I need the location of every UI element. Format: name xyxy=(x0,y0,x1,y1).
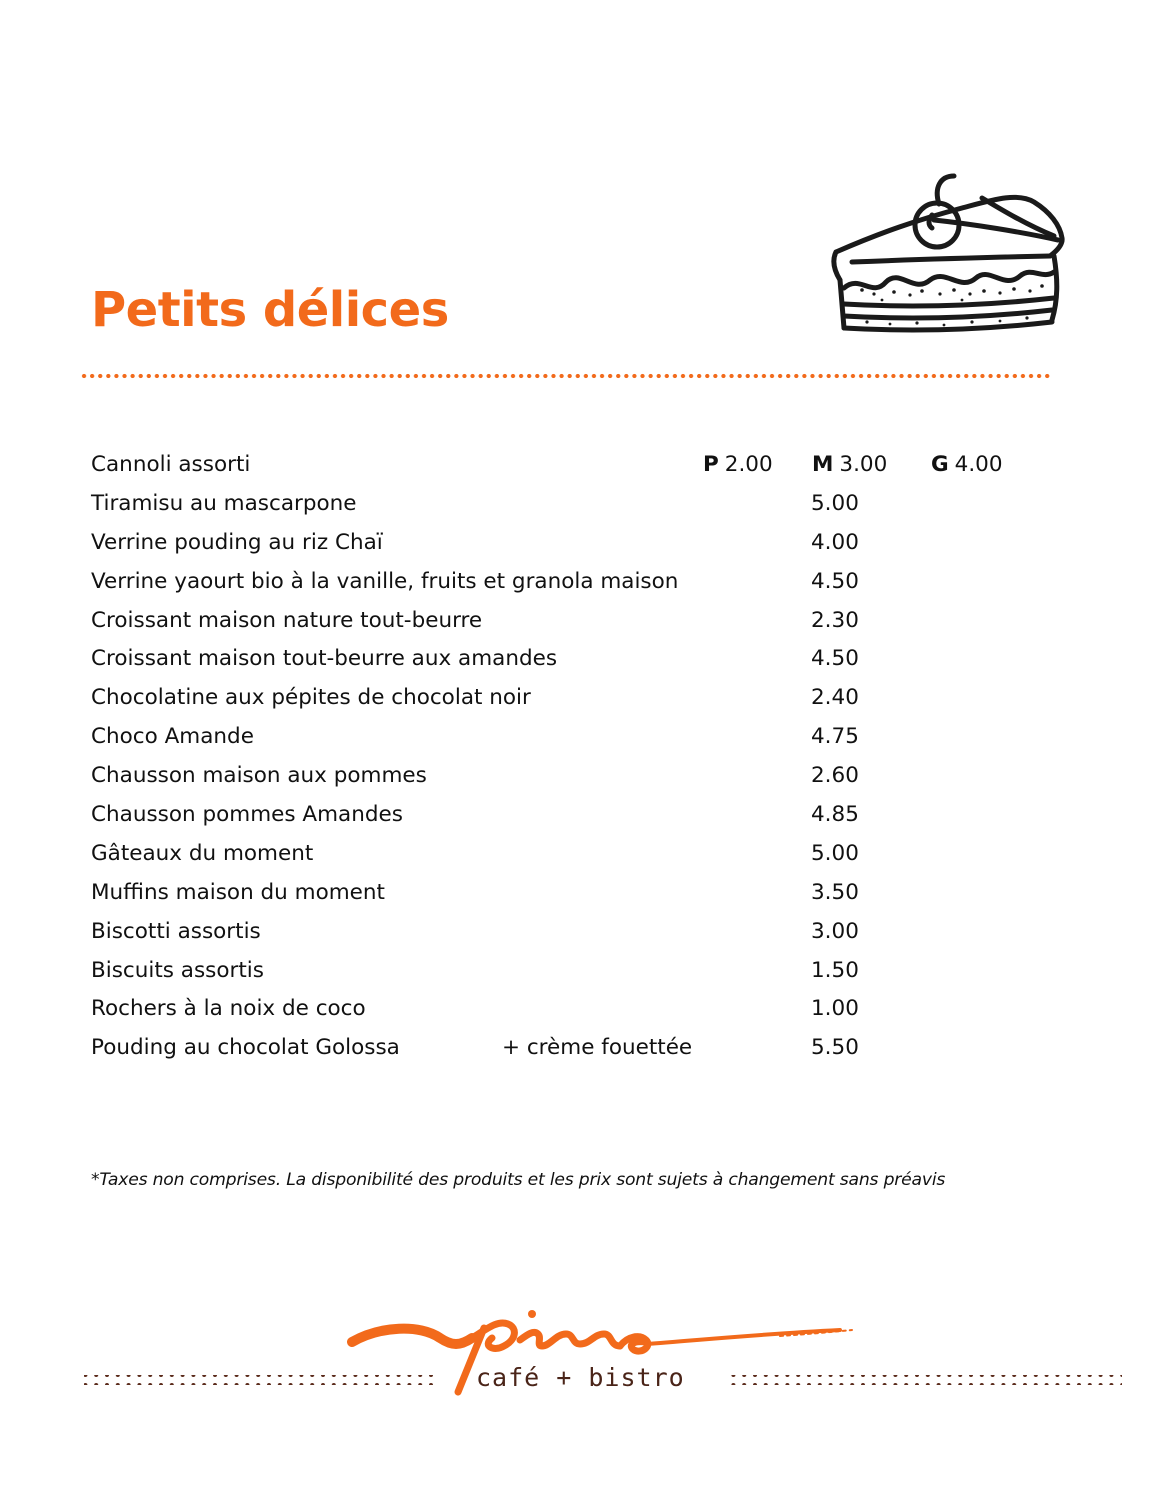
menu-item-price: 1.50 xyxy=(811,957,859,983)
logo-tagline: café + bistro xyxy=(476,1363,685,1392)
menu-item-name: Pouding au chocolat Golossa xyxy=(91,1035,400,1061)
menu-item xyxy=(91,524,1091,563)
menu-item-name: Verrine yaourt bio à la vanille, fruits et granola maison xyxy=(91,568,679,594)
menu-item-extra: + crème fouettée xyxy=(502,1035,693,1061)
menu-item xyxy=(91,796,1091,835)
menu-item-price: 3.00 xyxy=(811,918,859,944)
menu-item-name: Choco Amande xyxy=(91,724,254,750)
menu-item-name: Cannoli assorti xyxy=(91,452,251,477)
menu-item xyxy=(91,990,1091,1029)
menu-list xyxy=(91,446,1091,1068)
menu-item-price: 1.00 xyxy=(811,996,859,1022)
menu-item-price: 2.30 xyxy=(811,607,859,633)
menu-item-name: Chocolatine aux pépites de chocolat noir xyxy=(91,685,531,711)
menu-item xyxy=(91,1029,1091,1068)
menu-item xyxy=(91,874,1091,913)
menu-item-name: Chausson maison aux pommes xyxy=(91,763,427,789)
menu-item xyxy=(91,640,1091,679)
menu-item-price: 4.50 xyxy=(811,568,859,594)
size-price-medium: M 3.00 xyxy=(812,452,888,477)
menu-item-price: 5.50 xyxy=(811,1035,859,1061)
menu-item-price: 4.75 xyxy=(811,724,859,750)
menu-item-name: Biscotti assortis xyxy=(91,918,261,944)
menu-item-price: 4.85 xyxy=(811,802,859,828)
menu-item xyxy=(91,563,1091,602)
menu-item xyxy=(91,757,1091,796)
menu-item-price: 5.00 xyxy=(811,490,859,516)
menu-item xyxy=(91,913,1091,952)
menu-item xyxy=(91,718,1091,757)
menu-item-name: Croissant maison nature tout-beurre xyxy=(91,607,483,633)
menu-item xyxy=(91,679,1091,718)
menu-item-cannoli xyxy=(91,446,1091,485)
menu-item-price: 5.00 xyxy=(811,840,859,866)
menu-item-name: Tiramisu au mascarpone xyxy=(91,490,357,516)
menu-item xyxy=(91,952,1091,991)
menu-item xyxy=(91,602,1091,641)
menu-item-name: Chausson pommes Amandes xyxy=(91,802,403,828)
menu-item xyxy=(91,835,1091,874)
menu-item-name: Croissant maison tout-beurre aux amandes xyxy=(91,646,558,672)
size-price-large: G 4.00 xyxy=(931,452,1003,477)
menu-item-price: 2.40 xyxy=(811,685,859,711)
menu-item-name: Gâteaux du moment xyxy=(91,840,314,866)
dotted-divider xyxy=(80,372,1052,380)
menu-item-name: Biscuits assortis xyxy=(91,957,264,983)
menu-item-name: Muffins maison du moment xyxy=(91,879,385,905)
menu-item-name: Rochers à la noix de coco xyxy=(91,996,366,1022)
menu-item-price: 2.60 xyxy=(811,763,859,789)
page-title: Petits délices xyxy=(91,282,449,338)
menu-item-price: 4.50 xyxy=(811,646,859,672)
menu-item-price: 4.00 xyxy=(811,529,859,555)
menu-item-name: Verrine pouding au riz Chaï xyxy=(91,529,383,555)
menu-item-price: 3.50 xyxy=(811,879,859,905)
menu-item xyxy=(91,485,1091,524)
cake-slice-icon xyxy=(822,170,1072,345)
taxes-note: *Taxes non comprises. La disponibilité des produits et les prix sont sujets à changement sans préavis xyxy=(91,1170,946,1190)
size-price-small: P 2.00 xyxy=(703,452,773,477)
